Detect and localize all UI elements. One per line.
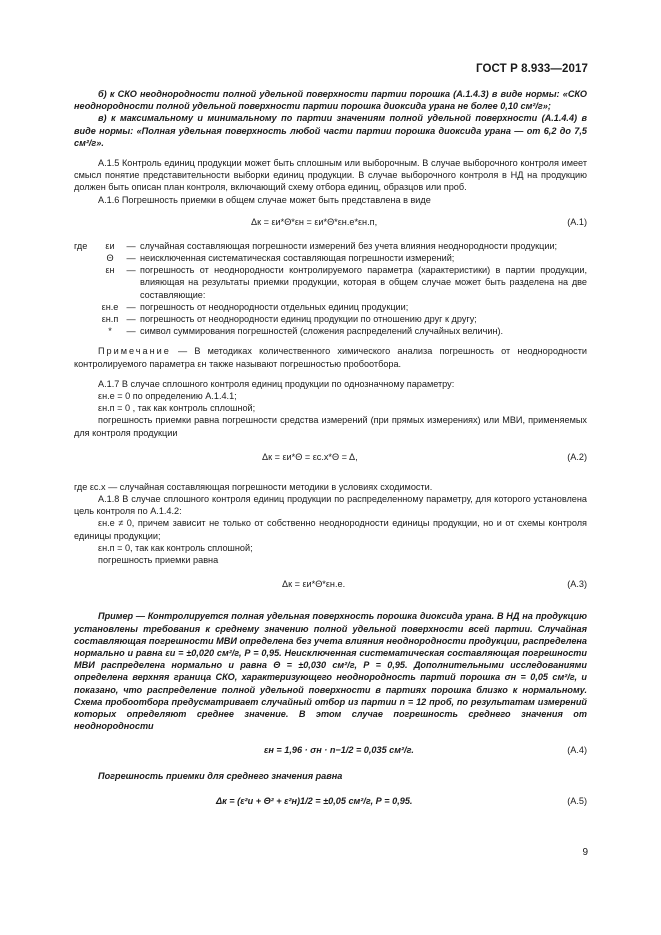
definition-dash: — xyxy=(126,253,136,264)
definition-text: погрешность от неоднородности отдельных единиц продукции; xyxy=(140,301,409,312)
definition-row xyxy=(74,240,587,252)
definition-row xyxy=(74,264,587,301)
equation-a4-formula: εн = 1,96 · σн · n−1/2 = 0,035 см²/г. xyxy=(264,745,414,756)
definition-row xyxy=(74,301,587,313)
where-label: где xyxy=(74,240,88,251)
item-v: в) к максимальному и минимальному по партии значениям полной удельной поверхности (А.1.4.4) в виде нормы: «Полная удельная поверхность любой части партии порошка диоксида урана — от 6,2 до 7,5 см²/г». xyxy=(74,113,587,148)
equation-a3 xyxy=(74,578,587,596)
definition-dash: — xyxy=(126,265,136,276)
definition-symbol: εн.е xyxy=(101,301,119,312)
item-b: б) к СКО неоднородности полной удельной поверхности партии порошка (А.1.4.3) в виде нормы: «СКО неоднородности полной удельной поверхности партии порошка диоксида урана не более 0,10 см²/г»; xyxy=(74,89,587,112)
definition-text: неисключенная систематическая составляющая погрешности измерений; xyxy=(140,253,455,264)
equation-a5-number: (А.5) xyxy=(567,795,587,806)
definition-symbol: εи xyxy=(105,240,115,251)
definition-dash: — xyxy=(126,240,136,251)
clause-a115: А.1.5 Контроль единиц продукции может быть сплошным или выборочным. В случае выборочного контроля имеет смысл понятие представительности выборки единиц продукции. В случае выборочного контроля в НД на продукцию должен быть описан план контроля, включающий схему отбора единиц, образцов или проб. xyxy=(74,158,587,193)
page-content xyxy=(74,88,587,813)
note-text: — В методиках количественного химического анализа погрешность от неоднородности контролируемого параметра εн также называют погрешностью пробоотбора. xyxy=(74,346,587,369)
equation-a1-formula: Δк = εи*Θ*εн = εи*Θ*εн.е*εн.п, xyxy=(251,216,378,227)
definition-row xyxy=(74,325,587,337)
definition-symbol: * xyxy=(108,326,112,337)
clause-a118: А.1.8 В случае сплошного контроля единиц продукции по распределенному параметру, для которого установлена цель контроля по А.1.4.2: xyxy=(74,494,587,517)
equation-a5-formula: Δк = (ε²и + Θ² + ε²н)1/2 = ±0,05 см²/г, Р = 0,95. xyxy=(216,795,413,806)
clause-a117: А.1.7 В случае сплошного контроля единиц продукции по однозначному параметру: xyxy=(98,378,455,389)
equation-a4 xyxy=(74,744,587,762)
standard-header: ГОСТ Р 8.933—2017 xyxy=(476,63,588,75)
equation-a5 xyxy=(74,795,587,813)
clause-a118-line: εн.п = 0, так как контроль сплошной; xyxy=(98,542,253,553)
avg-text: Погрешность приемки для среднего значения равна xyxy=(98,771,343,782)
definition-text: погрешность от неоднородности контролируемого параметра (характеристики) в партии продукции, влияющая на результаты приемки продукции, которая в общем случае может быть разделена на две составляющие: xyxy=(140,265,587,300)
clause-a117-line: погрешность приемки равна погрешности средства измерений (при прямых измерениях) или МВИ, применяемых для контроля продукции xyxy=(74,415,587,438)
where-sx: где εс.х — случайная составляющая погрешности методики в условиях сходимости. xyxy=(74,481,433,492)
clause-a117-line: εн.е = 0 по определению А.1.4.1; xyxy=(98,391,237,402)
definition-symbol: Θ xyxy=(106,253,114,264)
definition-row xyxy=(74,313,587,325)
equation-a3-number: (А.3) xyxy=(567,579,587,590)
clause-a118-line: εн.е ≠ 0, причем зависит не только от собственно неоднородности единицы продукции, но и от схемы контроля единицы продукции; xyxy=(74,518,587,541)
definition-dash: — xyxy=(126,301,136,312)
clause-a116: А.1.6 Погрешность приемки в общем случае может быть представлена в виде xyxy=(98,194,431,205)
equation-a4-number: (А.4) xyxy=(567,745,587,756)
definition-row xyxy=(74,252,587,264)
clause-a117-line: εн.п = 0 , так как контроль сплошной; xyxy=(98,403,256,414)
page-number: 9 xyxy=(582,847,588,858)
equation-a1 xyxy=(74,216,587,234)
symbol-definitions xyxy=(74,240,587,338)
definition-text: погрешность от неоднородности единиц продукции по отношению друг к другу; xyxy=(140,314,477,325)
note-label: Примечание xyxy=(98,346,171,357)
clause-a118-line: погрешность приемки равна xyxy=(98,555,219,566)
equation-a2 xyxy=(74,451,587,469)
definition-text: случайная составляющая погрешности измерений без учета влияния неоднородности продукции; xyxy=(140,240,558,251)
definition-text: символ суммирования погрешностей (сложения распределений случайных величин). xyxy=(140,326,504,337)
definition-symbol: εн xyxy=(105,265,115,276)
definition-symbol: εн.п xyxy=(101,314,119,325)
equation-a2-number: (А.2) xyxy=(567,451,587,462)
definition-dash: — xyxy=(126,326,136,337)
equation-a1-number: (А.1) xyxy=(567,216,587,227)
note xyxy=(74,345,587,369)
equation-a2-formula: Δк = εи*Θ = εс.х*Θ = Δ, xyxy=(262,451,358,462)
example: Пример — Контролируется полная удельная поверхность порошка диоксида урана. В НД на продукцию установлены требования к среднему значению полной удельной поверхности всей партии. Случайная составляющая погрешности МВИ определена без учета влияния неоднородности продукции, распределена нормально и равна εи = ±0,020 см²/г, Р = 0,95. Неисключенная систематическая составляющая погрешности МВИ распределена нормально и равна Θ = ±0,030 см²/г, Р = 0,95. Дополнительными исследованиями определена верхняя граница СКО, характеризующего неоднородность партий порошка σн = 0,05 см²/г, и показано, что распределение полной удельной поверхности в партиях порошка близко к нормальному. Схема пробоотбора предусматривает случайный отбор из партии n = 12 проб, по результатам измерений которых определяют среднее значение. В этом случае погрешность среднего значения от неоднородности xyxy=(74,611,587,732)
equation-a3-formula: Δк = εи*Θ*εн.е. xyxy=(282,579,346,590)
definition-dash: — xyxy=(126,314,136,325)
